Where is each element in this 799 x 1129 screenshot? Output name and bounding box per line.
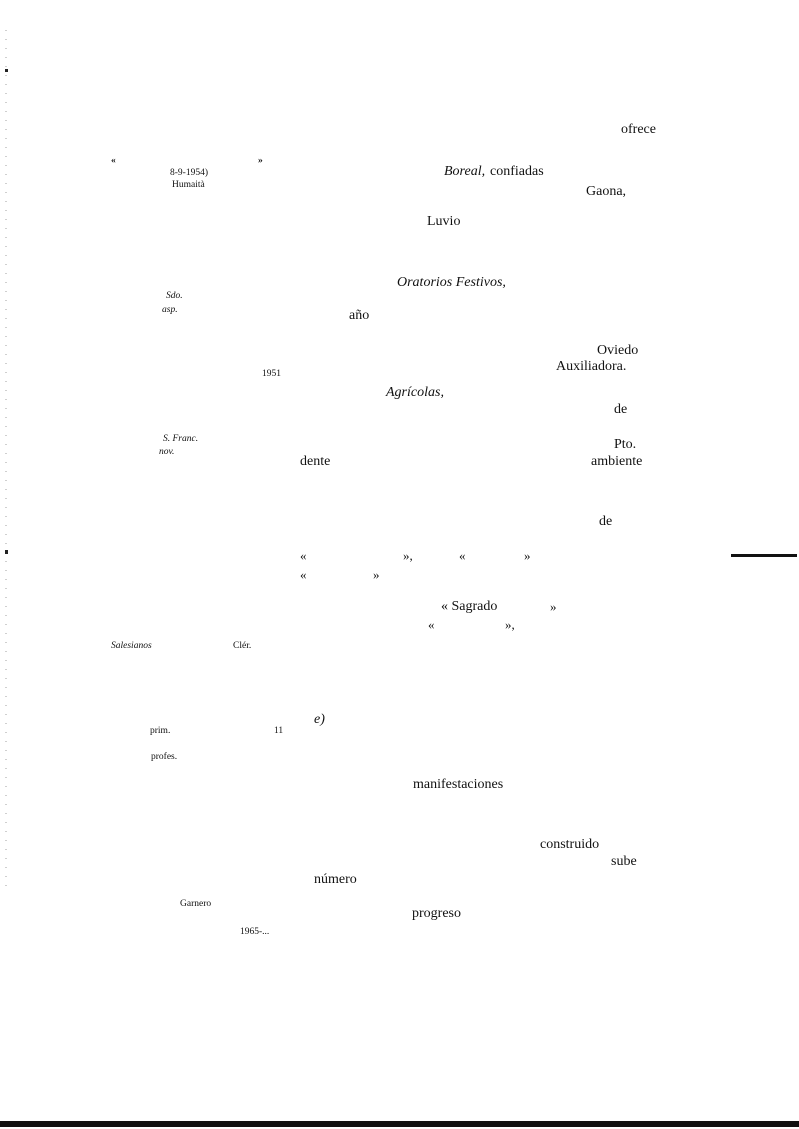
text-fragment: Pto.	[614, 437, 637, 452]
text-fragment: »,	[403, 548, 413, 563]
text-fragment: construido	[540, 837, 600, 852]
text-fragment: Oratorios Festivos,	[397, 275, 506, 290]
text-fragment: e)	[314, 712, 325, 727]
text-fragment: Humaità	[172, 180, 205, 190]
text-fragment: prim.	[150, 726, 171, 736]
text-fragment: 1951	[262, 369, 281, 379]
text-fragment: profes.	[151, 752, 178, 762]
text-fragment: «	[428, 617, 435, 632]
text-fragment: «	[300, 548, 307, 563]
left-margin-ticks	[5, 30, 7, 890]
text-fragment: Gaona,	[586, 184, 627, 199]
text-fragment: ambiente	[591, 454, 643, 469]
text-fragment: »	[258, 156, 263, 166]
text-fragment: »	[524, 548, 531, 563]
left-margin-mark	[5, 550, 8, 554]
text-fragment: asp.	[162, 305, 178, 315]
text-fragment: Clér.	[233, 641, 252, 651]
text-fragment: «	[111, 156, 116, 166]
text-fragment: S. Franc.	[163, 434, 199, 444]
text-fragment: nov.	[159, 447, 175, 457]
text-fragment: Oviedo	[597, 343, 639, 358]
text-fragment: 1965-...	[240, 927, 270, 937]
text-fragment: año	[349, 308, 370, 323]
text-fragment: progreso	[412, 906, 461, 921]
text-fragment: « Sagrado	[441, 599, 498, 614]
text-fragment: Agrícolas,	[386, 385, 444, 400]
text-fragment: »	[373, 567, 380, 582]
text-fragment: Salesianos	[111, 641, 152, 651]
text-fragment: número	[314, 872, 357, 887]
text-fragment: »	[550, 599, 557, 614]
text-fragment: 11	[274, 726, 284, 736]
text-fragment: Boreal,	[444, 164, 486, 179]
text-fragment: »,	[505, 617, 515, 632]
text-fragment: «	[300, 567, 307, 582]
right-margin-rule	[731, 554, 797, 557]
text-fragment: manifestaciones	[413, 777, 504, 792]
bottom-rule	[0, 1121, 799, 1127]
text-fragment: Auxiliadora.	[556, 359, 627, 374]
left-margin-mark	[5, 69, 8, 72]
text-fragment: Garnero	[180, 899, 212, 909]
text-fragment: sube	[611, 854, 637, 869]
text-fragment: de	[599, 514, 613, 529]
text-fragment: «	[459, 548, 466, 563]
text-fragment: ofrece	[621, 122, 656, 137]
text-fragment: 8-9-1954)	[170, 168, 208, 178]
text-fragment: de	[614, 402, 628, 417]
text-fragment: Luvio	[427, 214, 461, 229]
text-fragment: dente	[300, 454, 331, 469]
text-fragment: confiadas	[490, 164, 544, 179]
text-fragment: Sdo.	[166, 291, 183, 301]
